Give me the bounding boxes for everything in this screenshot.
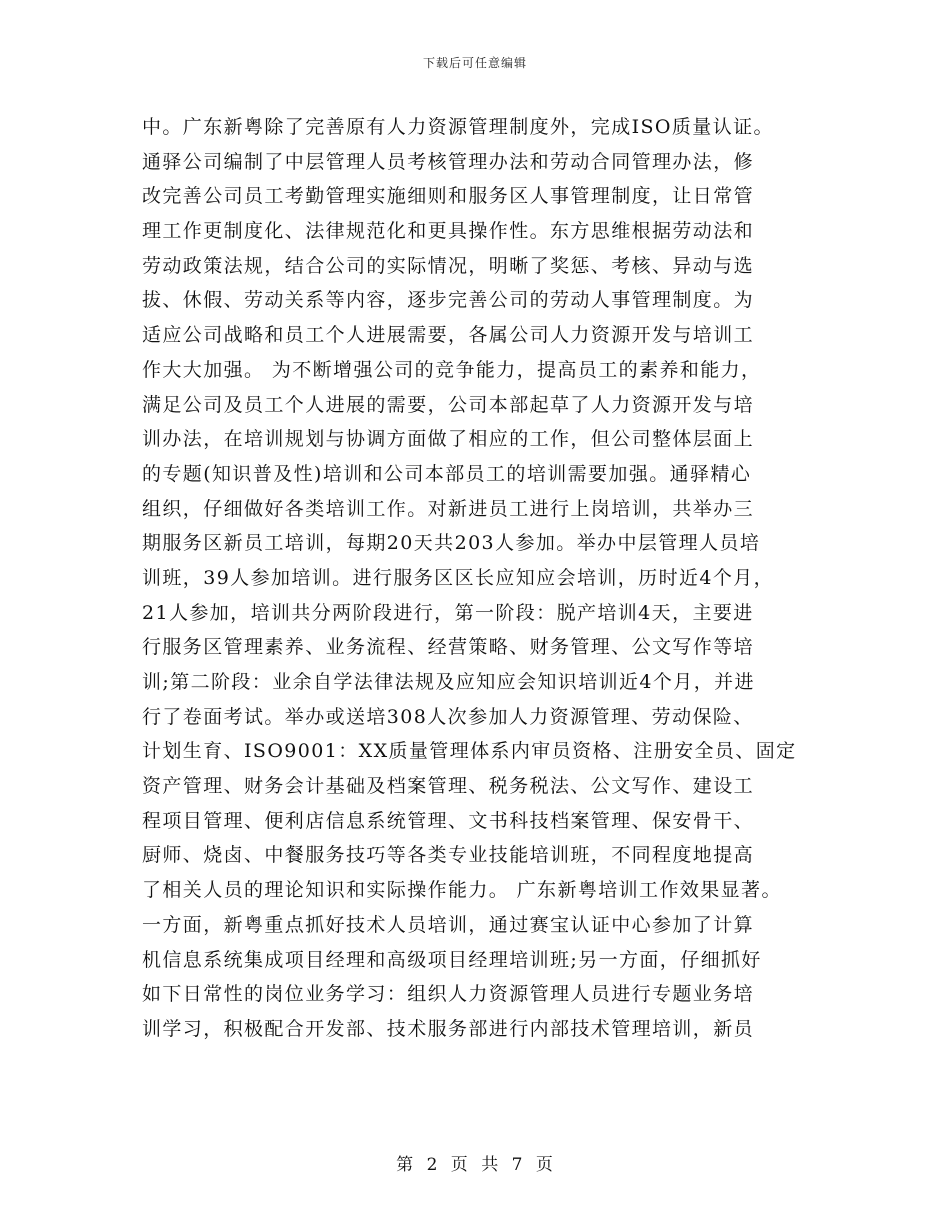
text-line: 劳动政策法规，结合公司的实际情况，明晰了奖惩、考核、异动与选	[142, 254, 755, 277]
text-line: 行服务区管理素养、业务流程、经营策略、财务管理、公文写作等培	[142, 636, 755, 659]
text-line: 作大大加强。 为不断增强公司的竞争能力，提高员工的素养和能力，	[142, 358, 762, 381]
text-line: 中。广东新粤除了完善原有人力资源管理制度外，完成ISO质量认证。	[142, 116, 774, 138]
text-line: 训;第二阶段：业余自学法律法规及应知应会知识培训近4个月，并进	[142, 671, 755, 693]
text-line: 了相关人员的理论知识和实际操作能力。 广东新粤培训工作效果显著。	[142, 879, 782, 902]
text-line: 机信息系统集成项目经理和高级项目经理培训班;另一方面，仔细抓好	[142, 948, 762, 971]
header-note: 下载后可任意编辑	[422, 56, 527, 70]
text-line: 的专题(知识普及性)培训和公司本部员工的培训需要加强。通驿精心	[142, 462, 752, 485]
text-line: 厨师、烧卤、中餐服务技巧等各类专业技能培训班，不同程度地提高	[142, 844, 755, 867]
body-text	[142, 110, 822, 1047]
text-line: 程项目管理、便利店信息系统管理、文书科技档案管理、保安骨干、	[142, 809, 755, 832]
text-line: 资产管理、财务会计基础及档案管理、税务税法、公文写作、建设工	[142, 775, 755, 798]
text-line: 理工作更制度化、法律规范化和更具操作性。东方思维根据劳动法和	[142, 220, 755, 243]
text-line: 训学习，积极配合开发部、技术服务部进行内部技术管理培训，新员	[142, 1017, 755, 1040]
page-number-footer: 第 2 页 共 7 页	[396, 1155, 554, 1175]
text-line: 通驿公司编制了中层管理人员考核管理办法和劳动合同管理办法，修	[142, 150, 755, 173]
text-line: 计划生育、ISO9001：XX质量管理体系内审员资格、注册安全员、固定	[142, 740, 797, 763]
text-line: 训班，39人参加培训。进行服务区区长应知应会培训，历时近4个月，	[142, 566, 775, 589]
text-line: 改完善公司员工考勤管理实施细则和服务区人事管理制度，让日常管	[142, 185, 755, 208]
text-line: 组织，仔细做好各类培训工作。对新进员工进行上岗培训，共举办三	[142, 497, 755, 520]
text-line: 训办法，在培训规划与协调方面做了相应的工作，但公司整体层面上	[142, 428, 755, 451]
text-line: 21人参加，培训共分两阶段进行，第一阶段：脱产培训4天，主要进	[142, 601, 754, 624]
text-line: 期服务区新员工培训，每期20天共203人参加。举办中层管理人员培	[142, 532, 761, 555]
text-line: 拔、休假、劳动关系等内容，逐步完善公司的劳动人事管理制度。为	[142, 289, 755, 312]
text-line: 满足公司及员工个人进展的需要，公司本部起草了人力资源开发与培	[142, 393, 755, 416]
text-line: 行了卷面考试。举办或送培308人次参加人力资源管理、劳动保险、	[142, 705, 754, 728]
text-line: 一方面，新粤重点抓好技术人员培训，通过赛宝认证中心参加了计算	[142, 913, 755, 936]
text-line: 如下日常性的岗位业务学习：组织人力资源管理人员进行专题业务培	[142, 983, 755, 1006]
text-line: 适应公司战略和员工个人进展需要，各属公司人力资源开发与培训工	[142, 324, 755, 347]
